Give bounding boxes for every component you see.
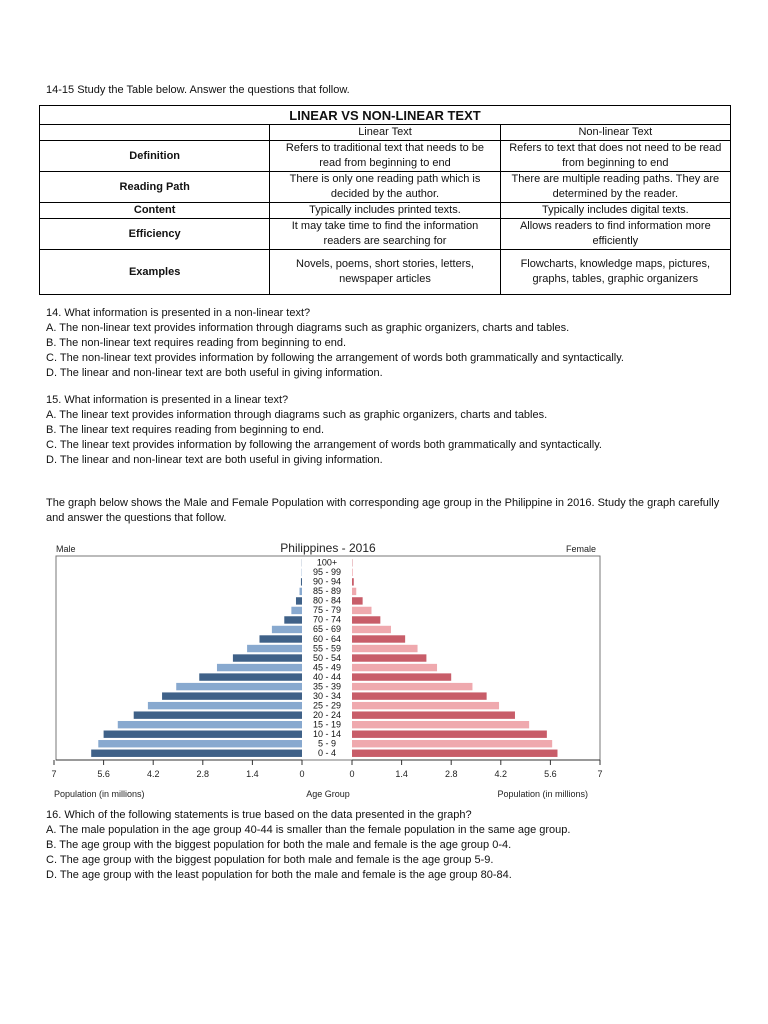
female-bar	[352, 692, 487, 699]
table-row	[40, 219, 731, 250]
female-tick-label: 4.2	[494, 769, 508, 779]
female-bar	[352, 673, 451, 680]
nonlinear-cell: Flowcharts, knowledge maps, pictures, graphs, tables, graphic organizers	[500, 250, 730, 295]
age-group-label: 20 - 24	[312, 709, 342, 720]
table-row	[40, 203, 731, 219]
female-tick-label: 7	[597, 769, 603, 779]
male-bar	[134, 711, 302, 718]
linear-cell: Typically includes printed texts.	[270, 203, 500, 219]
female-bar	[352, 683, 472, 690]
female-label: Female	[565, 544, 596, 554]
chart-title: Philippines - 2016	[280, 541, 376, 555]
age-group-label: 5 - 9	[317, 738, 337, 749]
female-bar	[352, 750, 557, 757]
linear-cell: There is only one reading path which is decided by the author.	[270, 172, 500, 203]
female-bar	[352, 588, 356, 595]
male-bar	[301, 578, 302, 585]
male-bar	[148, 702, 302, 709]
option-c: C. The linear text provides information by following the arrangement of words both grammatically and syntactically.	[46, 439, 602, 451]
male-tick-label: 1.4	[246, 769, 259, 779]
option-c: C. The non-linear text provides information by following the arrangement of words both grammatically and syntactically.	[46, 352, 624, 364]
linear-cell: It may take time to find the information readers are searching for	[270, 219, 500, 250]
age-group-label: 80 - 84	[312, 595, 342, 606]
age-group-label: 35 - 39	[312, 681, 342, 692]
table-header-blank	[40, 125, 270, 141]
linear-vs-nonlinear-table	[39, 105, 731, 295]
male-tick-label: 2.8	[196, 769, 210, 779]
row-label: Content	[40, 203, 270, 219]
row-label: Examples	[40, 250, 270, 295]
male-tick-label: 0	[299, 769, 305, 779]
male-label: Male	[56, 544, 76, 554]
question-16	[46, 808, 570, 883]
xlabel-right: Population (in millions)	[497, 789, 588, 799]
male-bar	[176, 683, 302, 690]
question-text: 15. What information is presented in a linear text?	[46, 394, 289, 406]
row-label: Reading Path	[40, 172, 270, 203]
female-bar	[352, 635, 405, 642]
option-b: B. The age group with the biggest population for both the male and female is the age group 0-4.	[46, 839, 512, 851]
graph-instructions: The graph below shows the Male and Female Population with corresponding age group in the Philippine in 2016. Study the graph carefully and answer the questions that follow.	[46, 497, 720, 524]
female-tick-label: 1.4	[395, 769, 408, 779]
table-header-linear: Linear Text	[270, 125, 500, 141]
female-bar	[352, 711, 515, 718]
male-bar	[199, 673, 302, 680]
female-bar	[352, 654, 426, 661]
option-b: B. The non-linear text requires reading from beginning to end.	[46, 337, 347, 349]
option-d: D. The age group with the least population for both the male and female is the age group 80-84.	[46, 869, 512, 881]
male-bar	[296, 597, 302, 604]
age-group-label: 75 - 79	[312, 605, 342, 616]
male-tick-label: 4.2	[146, 769, 160, 779]
male-bar	[98, 740, 302, 747]
age-labels-group	[313, 558, 341, 758]
table-instructions: 14-15 Study the Table below. Answer the questions that follow.	[46, 84, 350, 96]
female-tick-label: 2.8	[444, 769, 458, 779]
xlabel-left: Population (in millions)	[54, 789, 145, 799]
option-c: C. The age group with the biggest population for both male and female is the age group 5-9.	[46, 854, 494, 866]
age-group-label: 90 - 94	[312, 576, 342, 587]
age-group-label: 60 - 64	[312, 633, 342, 644]
female-bar	[352, 616, 380, 623]
male-bar	[284, 616, 302, 623]
male-bar	[272, 626, 302, 633]
age-group-label: 95 - 99	[312, 567, 342, 578]
male-bar	[91, 750, 302, 757]
table-title: LINEAR VS NON-LINEAR TEXT	[40, 106, 731, 125]
xlabel-center: Age Group	[306, 789, 350, 799]
age-group-label: 30 - 34	[312, 690, 342, 701]
male-bar	[217, 664, 302, 671]
age-group-label: 55 - 59	[312, 643, 342, 654]
female-bar	[352, 607, 371, 614]
female-bar	[352, 740, 552, 747]
axis-ticks-group	[51, 760, 602, 779]
table-row	[40, 250, 731, 295]
table-header-nonlinear: Non-linear Text	[500, 125, 730, 141]
age-group-label: 15 - 19	[312, 719, 342, 730]
male-bar	[233, 654, 302, 661]
female-bar	[352, 721, 529, 728]
nonlinear-cell: Allows readers to find information more efficiently	[500, 219, 730, 250]
female-bar	[352, 597, 363, 604]
nonlinear-cell: Refers to text that does not need to be read from beginning to end	[500, 141, 730, 172]
option-a: A. The male population in the age group 40-44 is smaller than the female population in the same age group.	[46, 824, 571, 836]
row-label: Efficiency	[40, 219, 270, 250]
female-bar	[352, 626, 391, 633]
female-bar	[352, 702, 499, 709]
male-bar	[104, 731, 302, 738]
question-text: 16. Which of the following statements is true based on the data presented in the graph?	[46, 809, 472, 821]
male-bar	[259, 635, 302, 642]
option-a: A. The linear text provides information through diagrams such as graphic organizers, charts and tables.	[46, 409, 548, 421]
question-15	[46, 393, 602, 468]
age-group-label: 25 - 29	[312, 700, 342, 711]
male-bar	[300, 588, 302, 595]
nonlinear-cell: Typically includes digital texts.	[500, 203, 730, 219]
age-group-label: 40 - 44	[312, 671, 342, 682]
question-14	[46, 306, 624, 381]
age-group-label: 70 - 74	[312, 614, 342, 625]
male-tick-label: 5.6	[97, 769, 110, 779]
female-bar	[352, 569, 353, 576]
row-label: Definition	[40, 141, 270, 172]
female-bar	[352, 645, 418, 652]
female-tick-label: 0	[349, 769, 355, 779]
male-bar	[162, 692, 302, 699]
female-bar	[352, 578, 354, 585]
female-tick-label: 5.6	[544, 769, 557, 779]
question-text: 14. What information is presented in a non-linear text?	[46, 307, 311, 319]
table-row	[40, 141, 731, 172]
nonlinear-cell: There are multiple reading paths. They are determined by the reader.	[500, 172, 730, 203]
male-tick-label: 7	[51, 769, 57, 779]
age-group-label: 50 - 54	[312, 652, 342, 663]
age-group-label: 10 - 14	[312, 728, 342, 739]
male-bar	[118, 721, 302, 728]
linear-cell: Novels, poems, short stories, letters, newspaper articles	[270, 250, 500, 295]
male-bar	[247, 645, 302, 652]
linear-cell: Refers to traditional text that needs to be read from beginning to end	[270, 141, 500, 172]
table-row	[40, 172, 731, 203]
option-d: D. The linear and non-linear text are both useful in giving information.	[46, 367, 383, 379]
age-group-label: 0 - 4	[317, 748, 337, 758]
age-group-label: 100+	[316, 557, 338, 568]
female-bar	[352, 664, 437, 671]
option-a: A. The non-linear text provides information through diagrams such as graphic organizers, charts and tables.	[46, 322, 570, 334]
population-pyramid-chart	[40, 536, 603, 804]
age-group-label: 85 - 89	[312, 586, 342, 597]
male-bar	[291, 607, 302, 614]
age-group-label: 45 - 49	[312, 662, 342, 673]
age-group-label: 65 - 69	[312, 624, 342, 635]
female-bar	[352, 731, 547, 738]
option-d: D. The linear and non-linear text are both useful in giving information.	[46, 454, 383, 466]
option-b: B. The linear text requires reading from beginning to end.	[46, 424, 325, 436]
